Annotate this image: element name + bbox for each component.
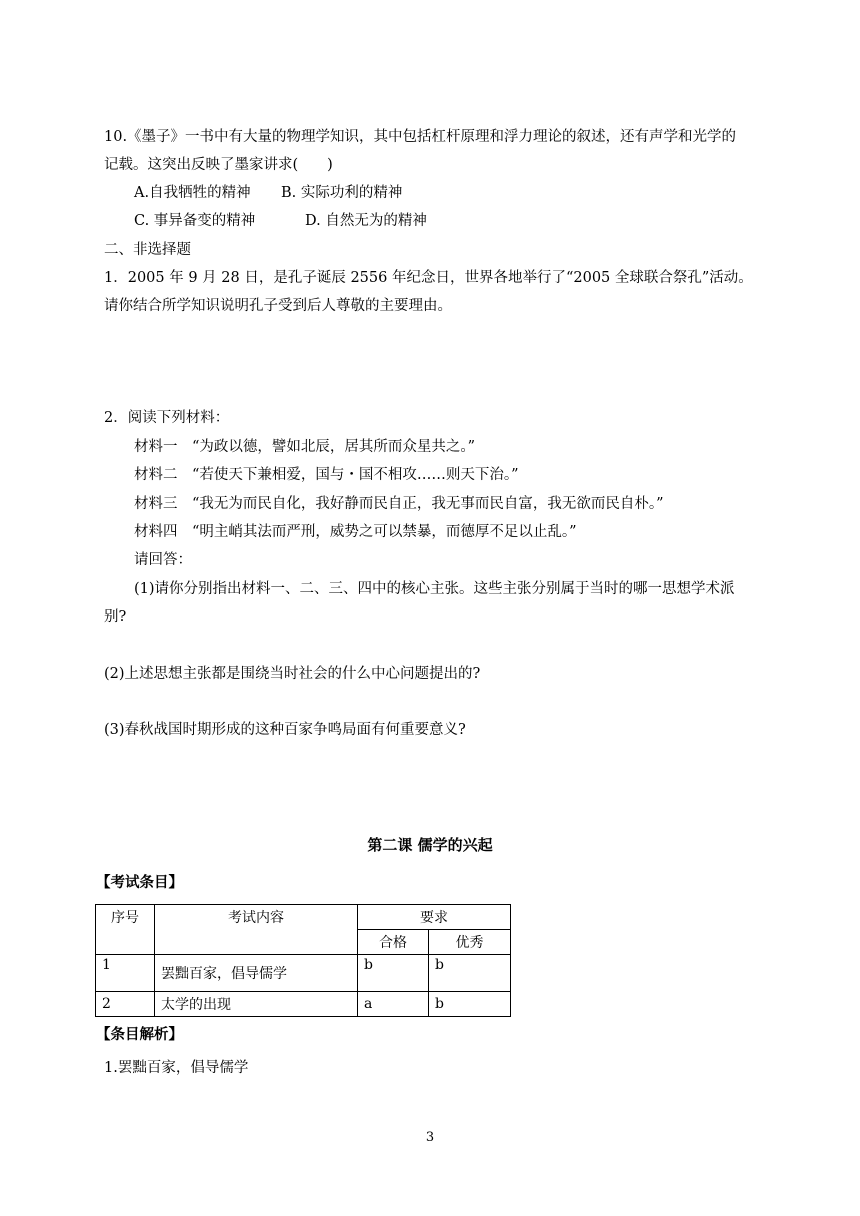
header-pass: 合格 (358, 930, 429, 955)
nq1-line1: 1．2005 年 9 月 28 日，是孔子诞辰 2556 年纪念日，世界各地举行了“2005 全球联合祭孔”活动。 (104, 270, 753, 286)
page-number: 3 (425, 1130, 435, 1145)
sub-question-3: (3)春秋战国时期形成的这种百家争鸣局面有何重要意义? (104, 722, 466, 738)
q10-option-c: C. 事异备变的精神 (134, 213, 256, 229)
nq2-intro: 2．阅读下列材料： (104, 410, 230, 426)
section-heading: 二、非选择题 (104, 242, 191, 258)
table-row (96, 992, 511, 1017)
row-excellent: b (429, 992, 511, 1017)
material-4: 材料四 “明主峭其法而严刑，威势之可以禁暴，而德厚不足以止乱。” (134, 524, 577, 540)
header-no: 序号 (96, 905, 155, 955)
lesson-title: 第二课 儒学的兴起 (367, 836, 493, 854)
q10-option-b: B. 实际功利的精神 (281, 185, 403, 201)
table-row (96, 955, 511, 992)
sub-question-1-line2: 别? (104, 609, 127, 625)
row-no: 1 (96, 955, 155, 992)
exam-items-heading: 【考试条目】 (96, 875, 183, 891)
row-no: 2 (96, 992, 155, 1017)
material-1: 材料一 “为政以德，譬如北辰，居其所而众星共之。” (134, 439, 476, 455)
header-requirement: 要求 (358, 905, 511, 930)
analysis-heading: 【条目解析】 (96, 1027, 183, 1043)
sub-question-2: (2)上述思想主张都是围绕当时社会的什么中心问题提出的? (104, 666, 481, 682)
row-excellent: b (429, 955, 511, 992)
material-2: 材料二 “若使天下兼相爱，国与・国不相攻……则天下治。” (134, 467, 519, 483)
material-3: 材料三 “我无为而民自化，我好静而民自正，我无事而民自富，我无欲而民自朴。” (134, 496, 664, 512)
row-pass: b (358, 955, 429, 992)
nq1-line2: 请你结合所学知识说明孔子受到后人尊敬的主要理由。 (104, 298, 452, 314)
row-pass: a (358, 992, 429, 1017)
header-content: 考试内容 (155, 905, 358, 955)
row-content: 太学的出现 (155, 992, 358, 1017)
q10-line1: 10.《墨子》一书中有大量的物理学知识，其中包括杠杆原理和浮力理论的叙述，还有声学和光学的 (104, 129, 737, 145)
q10-option-a: A.自我牺牲的精神 (134, 185, 251, 201)
analysis-item-1: 1.罢黜百家，倡导儒学 (104, 1060, 249, 1076)
sub-question-1-line1: (1)请你分别指出材料一、二、三、四中的核心主张。这些主张分别属于当时的哪一思想学术派 (134, 581, 735, 597)
q10-option-d: D. 自然无为的精神 (305, 213, 427, 229)
q10-line2: 记载。这突出反映了墨家讲求( ) (104, 157, 333, 173)
answer-prompt: 请回答： (134, 552, 192, 568)
exam-items-table (95, 904, 511, 1017)
header-excellent: 优秀 (429, 930, 511, 955)
row-content: 罢黜百家，倡导儒学 (155, 955, 358, 992)
